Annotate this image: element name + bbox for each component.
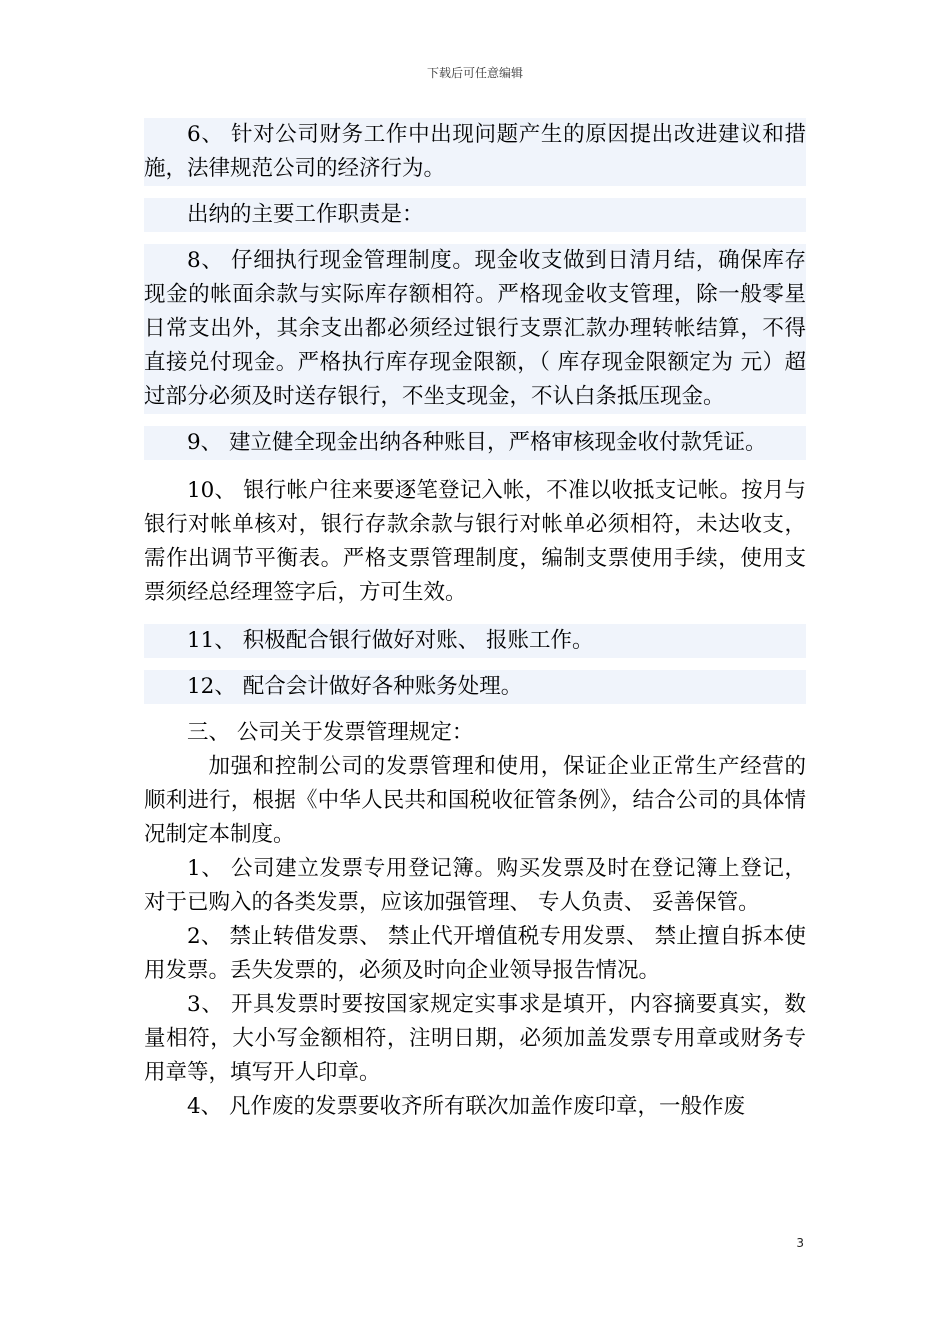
page-number: 3 [796, 1236, 804, 1250]
page-header-watermark: 下载后可任意编辑 [426, 66, 523, 80]
document-body [144, 118, 806, 1124]
paragraph-item-8: 8、 仔细执行现金管理制度。现金收支做到日清月结，确保库存现金的帐面余款与实际库存额相符。严格现金收支管理，除一般零星日常支出外，其余支出都必须经过银行支票汇款办理转帐结算，不得直接兑付现金。严格执行库存现金限额，（ 库存现金限额定为 元）超过部分必须及时送存银行，不坐支现金，不认白条抵压现金。 [144, 244, 806, 414]
paragraph-item-11: 11、 积极配合银行做好对账、 报账工作。 [144, 624, 806, 658]
paragraph-item-10: 10、 银行帐户往来要逐笔登记入帐，不准以收抵支记帐。按月与银行对帐单核对，银行存款余款与银行对帐单必须相符，未达收支，需作出调节平衡表。严格支票管理制度，编制支票使用手续，使用支票须经总经理签字后，方可生效。 [144, 478, 806, 605]
paragraph-item-6: 6、 针对公司财务工作中出现问题产生的原因提出改进建议和措施，法律规范公司的经济行为。 [144, 118, 806, 186]
cashier-duties-heading: 出纳的主要工作职责是： [144, 198, 806, 232]
invoice-rule-2: 2、 禁止转借发票、 禁止代开增值税专用发票、 禁止擅自拆本使用发票。丢失发票的，必须及时向企业领导报告情况。 [144, 924, 806, 983]
invoice-intro-paragraph: 加强和控制公司的发票管理和使用，保证企业正常生产经营的顺利进行，根据《中华人民共和国税收征管条例》，结合公司的具体情况制定本制度。 [144, 754, 806, 847]
invoice-rule-1: 1、 公司建立发票专用登记簿。购买发票及时在登记簿上登记， 对于已购入的各类发票，应该加强管理、 专人负责、 妥善保管。 [144, 856, 806, 915]
section-three-heading: 三、 公司关于发票管理规定： [187, 720, 474, 745]
paragraph-item-12: 12、 配合会计做好各种账务处理。 [144, 670, 806, 704]
paragraph-item-9: 9、 建立健全现金出纳各种账目，严格审核现金收付款凭证。 [144, 426, 806, 460]
invoice-rule-3: 3、 开具发票时要按国家规定实事求是填开，内容摘要真实，数量相符，大小写金额相符，注明日期，必须加盖发票专用章或财务专用章等，填写开人印章。 [144, 992, 806, 1085]
invoice-rule-4: 4、 凡作废的发票要收齐所有联次加盖作废印章，一般作废 [187, 1094, 746, 1119]
